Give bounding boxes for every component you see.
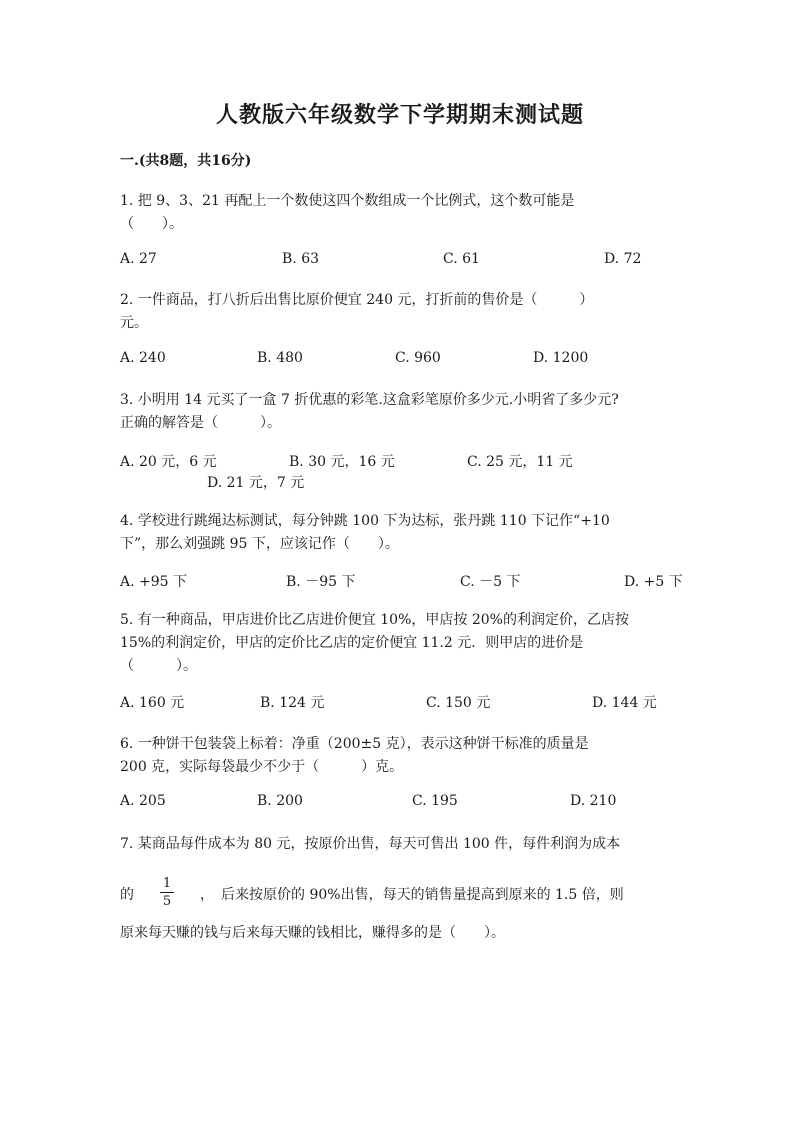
question-1-line-2: （ ）。 (120, 216, 183, 232)
question-5-line-1: 5. 有一种商品，甲店进价比乙店进价便宜 10%，甲店按 20%的利润定价，乙店按 (120, 612, 629, 628)
question-5-line-3: （ ）。 (120, 658, 197, 674)
question-5-option-d: D. 144 元 (592, 695, 657, 711)
question-3-option-a: A. 20 元，6 元 (120, 454, 217, 470)
question-5-option-a: A. 160 元 (120, 695, 185, 711)
question-2-option-d: D. 1200 (533, 350, 589, 366)
fraction-bar (160, 892, 174, 893)
page-title: 人教版六年级数学下学期期末测试题 (215, 102, 584, 128)
question-6-option-d: D. 210 (570, 793, 617, 809)
question-3-option-b: B. 30 元，16 元 (289, 454, 395, 470)
question-4-option-b: B. －95 下 (286, 574, 356, 590)
question-2-option-c: C. 960 (395, 350, 441, 366)
question-6-option-b: B. 200 (257, 793, 303, 809)
question-6-line-1: 6. 一种饼干包装袋上标着：净重（200±5 克），表示这种饼干标准的质量是 (120, 736, 589, 752)
question-2-option-a: A. 240 (120, 350, 166, 366)
question-2-line-1: 2. 一件商品，打八折后出售比原价便宜 240 元，打折前的售价是（ ） (120, 292, 594, 308)
question-1-option-b: B. 63 (282, 251, 320, 267)
question-2-line-2: 元。 (120, 315, 148, 331)
question-1-option-a: A. 27 (120, 251, 157, 267)
question-5-option-b: B. 124 元 (260, 695, 325, 711)
question-4-line-2: 下”，那么刘强跳 95 下，应该记作（ ）。 (120, 536, 399, 552)
question-4-option-d: D. +5 下 (624, 574, 683, 590)
question-1-option-c: C. 61 (443, 251, 480, 267)
question-3-option-d: D. 21 元，7 元 (207, 475, 305, 491)
question-4-line-1: 4. 学校进行跳绳达标测试，每分钟跳 100 下为达标，张丹跳 110 下记作“+10 (120, 513, 610, 529)
question-7-line-2-prefix: 的 (120, 887, 134, 903)
question-5-option-c: C. 150 元 (426, 695, 491, 711)
question-5-line-2: 15%的利润定价，甲店的定价比乙店的定价便宜 11.2 元．则甲店的进价是 (120, 635, 584, 651)
question-7-line-3: 原来每天赚的钱与后来每天赚的钱相比，赚得多的是（ ）。 (120, 925, 505, 941)
question-3-line-2: 正确的解答是（ ）。 (120, 415, 281, 431)
fraction-denominator: 5 (162, 894, 172, 909)
question-7-line-1: 7. 某商品每件成本为 80 元，按原价出售，每天可售出 100 件，每件利润为成本 (120, 836, 621, 852)
question-1-line-1: 1. 把 9、3、21 再配上一个数使这四个数组成一个比例式，这个数可能是 (120, 193, 575, 209)
question-6-line-2: 200 克，实际每袋最少不少于（ ）克。 (120, 759, 404, 775)
fraction-one-fifth (160, 876, 174, 909)
question-1-option-d: D. 72 (604, 251, 642, 267)
question-3-option-c: C. 25 元，11 元 (467, 454, 573, 470)
section-heading: 一.(共8题，共16分) (120, 153, 252, 169)
question-4-option-a: A. +95 下 (120, 574, 188, 590)
question-4-option-c: C. －5 下 (460, 574, 521, 590)
question-7-line-2-rest: ， 后来按原价的 90%出售，每天的销售量提高到原来的 1.5 倍，则 (200, 887, 624, 903)
fraction-numerator: 1 (162, 876, 172, 891)
question-3-line-1: 3. 小明用 14 元买了一盒 7 折优惠的彩笔.这盒彩笔原价多少元.小明省了多少元? (120, 392, 619, 408)
question-2-option-b: B. 480 (257, 350, 303, 366)
question-6-option-a: A. 205 (120, 793, 166, 809)
question-6-option-c: C. 195 (412, 793, 458, 809)
